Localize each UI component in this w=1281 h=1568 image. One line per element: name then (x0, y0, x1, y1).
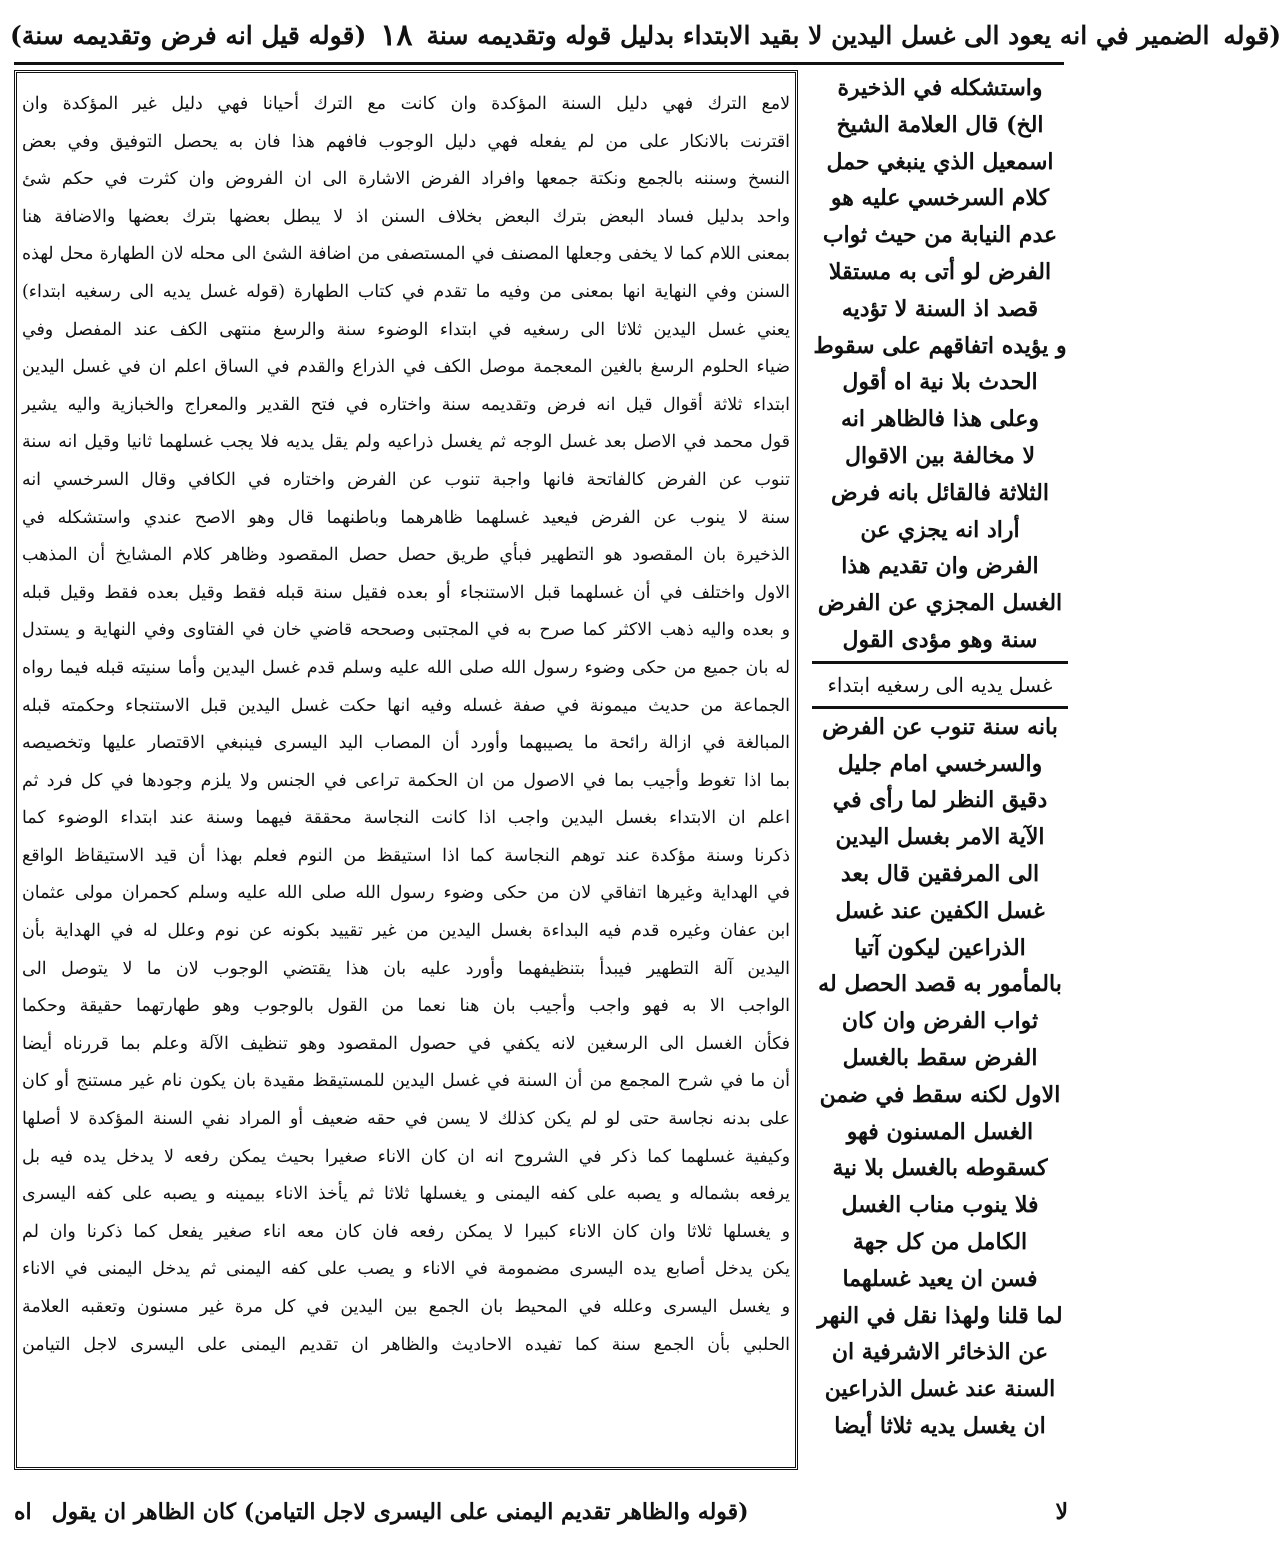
main-text-line: الجماعة من حديث ميمونة في صفة غسله وفيه انها حكت غسل اليدين قبل الاستنجاء وحكمته قبله (22, 695, 790, 716)
main-text-line: ابن عفان وغيره قدم فيه البداءة بغسل اليدين من غير تقييد بكونه عن نوم وعلل له في الهداية بأن (22, 921, 790, 942)
main-text-body (22, 86, 790, 1462)
page-header (10, 12, 1281, 58)
main-text-line: الاول واختلف في أن غسلهما قبل الاستنجاء أو بعده فقيل سنة قبله فقط وقيل بعده فقط وقيل قبله (22, 582, 790, 603)
side-bottom-line: لما قلنا ولهذا نقل في النهر (817, 1302, 1063, 1329)
main-text-line: بما اذا تغوط وأجيب بما في الاصول من ان الحكمة تراعى في الجنس ولا يلزم وجودها في كل فرد ثم (22, 770, 790, 791)
side-top-line: كلام السرخسي عليه هو (830, 185, 1050, 212)
side-bottom-line: الاول لكنه سقط في ضمن (819, 1081, 1061, 1108)
side-bottom-line: الذراعين ليكون آتيا (854, 934, 1026, 961)
margin-commentary-bottom (812, 709, 1068, 1445)
main-text-line: وكيفية غسلهما كما ذكر في الشروح انه ان كان الاناء صغيرا بحيث يمكن رفعه لا يدخل يده فيه بل (22, 1146, 790, 1167)
main-text-line: و يغسلها ثلاثا وان كان الاناء كبيرا لا يمكن رفعه فان كان معه اناء صغير يفعل كما ذكرنا وان لم (22, 1221, 790, 1242)
main-text-line: النسخ وسننه بالجمع ونكتة جمعها وافراد الفرض الاشارة الى ان الفروض وان كثرت في حكم شئ (22, 169, 790, 190)
main-text-line: في الهداية وغيرها اتفاقي لان من حكى وضوء رسول الله صلى الله عليه وسلم كحمران مولى عثمان (22, 883, 790, 904)
main-text-line: الحلبي بأن الجمع سنة كما تفيده الاحاديث والظاهر ان تقديم اليمنى على اليسرى لاجل التيامن (22, 1334, 790, 1355)
side-bottom-line: ان يغسل يديه ثلاثا أيضا (834, 1412, 1046, 1439)
side-top-line: واستشكله في الذخيرة (837, 75, 1043, 101)
side-top-line: الفرض لو أتى به مستقلا (828, 258, 1052, 285)
main-text-line: سنة لا ينوب عن الفرض فيعيد غسلهما ظاهرهما وباطنهما قال وهو الاصح عندي واستشكله في (22, 507, 790, 528)
main-text-line: اقترنت بالانكار على من لم يفعله فهي دليل الوجوب فافهم هذا فان به يحصل التوفيق وفي بعض (22, 131, 790, 152)
main-text-line: له بان جميع من حكى وضوء رسول الله صلى الله عليه وسلم قدم غسل اليدين وأما سنيته قبله فيما رواه (22, 657, 790, 678)
side-bottom-line: السنة عند غسل الذراعين (824, 1376, 1056, 1403)
side-top-line: الحدث بلا نية اه أقول (842, 369, 1038, 396)
side-bottom-line: كسقوطه بالغسل بلا نية (832, 1155, 1048, 1182)
main-text-line: فكأن الغسل الى الرسغين لانه يكفي في حصول المقصود وهو تنظيف الآلة وعلم بما قررناه أيضا (22, 1033, 790, 1054)
side-top-line: لا مخالفة بين الاقوال (845, 442, 1035, 469)
main-text-line: الذخيرة بان المقصود هو التطهير فبأي طريق حصل حصل المقصود وظاهر كلام المشايخ أن المذهب (22, 545, 790, 566)
side-bottom-line: الفرض سقط بالغسل (842, 1044, 1038, 1071)
side-top-line: وعلى هذا فالظاهر انه (840, 406, 1040, 433)
side-top-line: و يؤيده اتفاقهم على سقوط (813, 332, 1067, 359)
main-text-line: تنوب عن الفرض كالفاتحة فانها واجبة تنوب عن الفرض واختاره في الكافي وقال السرخسي انه (22, 469, 790, 490)
main-text-line: اليدين آلة التطهير فيبدأ بتنظيفهما وأورد عليه بان هذا يقتضي الوجوب لان ما لا يتوصل الى (22, 958, 790, 979)
side-bottom-line: ثواب الفرض وان كان (841, 1008, 1039, 1035)
side-top-line: الثلاثة فالقائل بانه فرض (830, 479, 1049, 506)
side-bottom-line: والسرخسي امام جليل (837, 750, 1043, 777)
main-text-line: الواجب الا به فهو واجب وأجيب بان هنا نعما من القول بالوجوب وهو طهارتهما حقيقة وحكما (22, 996, 790, 1017)
side-bottom-line: فسن ان يعيد غسلهما (842, 1265, 1038, 1292)
margin-divider (812, 661, 1068, 664)
side-top-line: أراد انه يجزي عن (860, 516, 1020, 543)
side-bottom-line: غسل الكفين عند غسل (835, 897, 1045, 924)
margin-commentary (812, 70, 1068, 1530)
side-top-line: سنة وهو مؤدى القول (842, 626, 1038, 653)
header-rule (14, 62, 1064, 65)
footer-left-text: لا (1055, 1499, 1068, 1525)
main-text-line: يكن يدخل أصابع يده اليسرى مضمومة في الاناء و يصب على كفه اليمنى ثم يدخل اليمنى في الاناء (22, 1259, 790, 1280)
side-bottom-line: الآية الامر بغسل اليدين (835, 824, 1045, 851)
margin-heading: غسل يديه الى رسغيه ابتداء (812, 666, 1068, 709)
main-text-line: اعلم ان الابتداء بغسل اليدين واجب اذا كانت النجاسة محققة فيهما وسنة عند ابتداء الوضوء كما (22, 808, 790, 829)
main-text-line: ذكرنا وسنة مؤكدة عند توهم النجاسة كما اذا استيقظ من النوم فعلم بهذا أن قيد الاستيقاظ الواقع (22, 845, 790, 866)
main-text-line: المبالغة في ازالة رائحة ما يصيبهما وأورد أن المصاب اليد اليسرى فينبغي الاقتصار عليها وتخصيصه (22, 733, 790, 754)
main-text-line: أن ما في شرح المجمع من أن السنة في غسل اليدين للمستيقظ مقيدة بان يكون نام غير مستنج أو كان (22, 1071, 790, 1092)
side-bottom-line: بالمأمور به قصد الحصل له (818, 971, 1062, 998)
side-top-line: الفرض وان تقديم هذا (841, 553, 1039, 580)
side-top-line: قصد اذ السنة لا تؤديه (841, 295, 1039, 322)
main-text-line: بمعنى اللام كما لا يخفى وجعلها المصنف في المستصفى من اضافة الشئ الى محله لان الطهارة محل لهذه (22, 244, 790, 265)
footer-right-text: اه (14, 1499, 32, 1525)
main-text-line: ضياء الحلوم الرسغ بالغين المعجمة موصل الكف في الذراع والقدم في الساق اعلم ان في غسل اليدين (22, 357, 790, 378)
side-bottom-line: عن الذخائر الاشرفية ان (831, 1339, 1049, 1366)
header-center-text: الضمير في انه يعود الى غسل اليدين لا بقيد الابتداء بدليل قوله وتقديمه سنة (426, 20, 1210, 50)
side-bottom-line: الى المرفقين قال بعد (840, 860, 1040, 887)
main-text-line: لامع الترك فهي دليل السنة المؤكدة وان كانت مع الترك أحيانا فهي دليل غير المؤكدة وان (22, 94, 790, 114)
side-bottom-line: الكامل من كل جهة (852, 1228, 1028, 1255)
main-text-line: السنن وفي النهاية انها بمعنى من وفيه ما تقدم في كتاب الطهارة (قوله غسل يديه الى رسغيه ابتداء) (22, 281, 790, 302)
main-text-line: ابتداء ثلاثة أقوال قيل انه فرض وتقديمه سنة واختاره في فتح القدير والمعراج والخبازية واليه يشير (22, 394, 790, 415)
side-top-line: الخ) قال العلامة الشيخ (836, 111, 1044, 138)
side-bottom-line: الغسل المسنون فهو (846, 1118, 1034, 1145)
header-right-text: (قوله قيل انه فرض وتقديمه سنة) (10, 20, 367, 50)
main-text-line: قول محمد في الاصل بعد غسل الوجه ثم يغسل ذراعيه ولم يقل يديه فلا يجب غسلهما ثانيا وقيل انه سنة (22, 432, 790, 453)
main-text-line: و بعده واليه ذهب الاكثر كما صرح به في المجتبى وصححه قاضي خان في الفتاوى وفي النهاية و يستدل (22, 620, 790, 641)
side-top-line: اسمعيل الذي ينبغي حمل (826, 148, 1054, 175)
main-text-line: واحد بدليل فساد البعض بترك البعض بخلاف السنن اذ لا يبطل بعضها بترك بعضها والاضافة هنا (22, 206, 790, 227)
header-left-text: (قوله (1223, 20, 1281, 50)
page-footer (14, 1490, 1068, 1534)
main-text-line: و يغسل اليسرى وعلله في المحيط بان الجمع بين اليدين في كل مرة غير مسنون وتعقبه العلامة (22, 1297, 790, 1317)
side-bottom-line: فلا ينوب مناب الغسل (841, 1192, 1039, 1219)
side-top-line: عدم النيابة من حيث ثواب (822, 222, 1058, 249)
main-text-line: على بدنه نجاسة حتى لو لم يكن كذلك لا يسن في حقه ضعيف أو المراد نفي السنة المؤكدة لا أصلها (22, 1109, 790, 1130)
main-text-line: يرفعه بشماله و يصبه على كفه اليمنى و يغسلها ثلاثا ثم يأخذ الاناء بيمينه و يصبه على كفه اليسرى (22, 1184, 790, 1205)
margin-commentary-top (812, 70, 1068, 659)
side-bottom-line: بانه سنة تنوب عن الفرض (822, 713, 1058, 740)
main-text-line: يعني غسل اليدين ثلاثا الى رسغيه في ابتداء الوضوء سنة والرسغ منتهى الكف عند المفصل وفي (22, 319, 790, 340)
side-bottom-line: دقيق النظر لما رأى في (832, 787, 1048, 814)
footer-center-text: (قوله والظاهر تقديم اليمنى على اليسرى لاجل التيامن) كان الظاهر ان يقول (51, 1499, 749, 1525)
side-top-line: الغسل المجزي عن الفرض (817, 590, 1063, 617)
page-number: ١٨ (380, 17, 413, 53)
